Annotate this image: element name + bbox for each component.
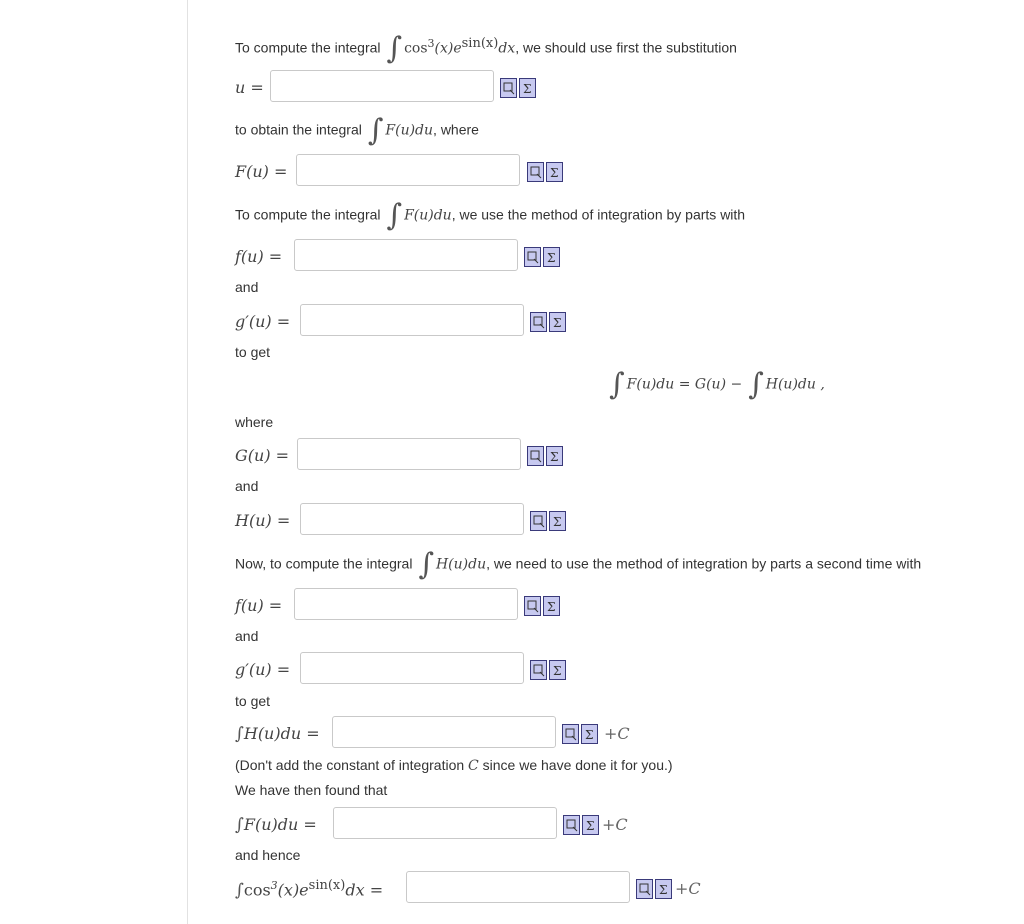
plus-c-3: +C bbox=[675, 879, 701, 898]
svg-text:Σ: Σ bbox=[547, 600, 556, 614]
intF-input[interactable] bbox=[333, 807, 557, 839]
intro-text: To compute the integral bbox=[235, 39, 381, 56]
and-text-3: and bbox=[235, 628, 259, 644]
preview-icon[interactable] bbox=[563, 815, 580, 835]
final-input[interactable] bbox=[406, 871, 630, 903]
plus-c-2: +C bbox=[602, 815, 628, 834]
integral-sign-icon: ∫ bbox=[367, 113, 384, 148]
preview-icon[interactable] bbox=[562, 724, 579, 744]
svg-text:Σ: Σ bbox=[586, 819, 595, 833]
sigma-icon[interactable] bbox=[549, 312, 566, 332]
where-text: , where bbox=[433, 121, 479, 138]
intH-label bbox=[235, 724, 320, 744]
f1-label: f(u) = bbox=[235, 247, 283, 266]
note-end-text: since we have done it for you.) bbox=[482, 757, 673, 773]
integral-sign-icon: ∫ bbox=[418, 547, 434, 582]
g1-label: g′(u) = bbox=[235, 312, 291, 331]
sigma-icon[interactable] bbox=[543, 596, 560, 616]
to-get-text-1: to get bbox=[235, 344, 271, 360]
sin-exponent: sin(x) bbox=[461, 36, 499, 52]
g2-tools bbox=[530, 660, 566, 680]
note-text: (Don't add the constant of integration bbox=[235, 757, 465, 773]
intF-text: F(u)du = bbox=[243, 815, 317, 834]
u-tools bbox=[500, 78, 536, 98]
note-c: C bbox=[468, 758, 479, 774]
intH-text: H(u)du = bbox=[243, 724, 320, 743]
sigma-icon[interactable] bbox=[549, 511, 566, 531]
f2-label: f(u) = bbox=[235, 596, 283, 615]
second-time-text: , we need to use the method of integration by parts a second time with bbox=[486, 555, 922, 572]
intF-label bbox=[235, 815, 317, 835]
f1-input[interactable] bbox=[294, 239, 518, 271]
intro-line-3 bbox=[235, 198, 746, 233]
preview-icon[interactable] bbox=[636, 879, 653, 899]
Fu-du-text: F(u)du bbox=[385, 122, 434, 139]
svg-text:Σ: Σ bbox=[550, 450, 559, 464]
f2-input[interactable] bbox=[294, 588, 518, 620]
g1-tools bbox=[530, 312, 566, 332]
obtain-text: to obtain the integral bbox=[235, 121, 362, 138]
equation-lhs: F(u)du = G(u) − bbox=[626, 376, 743, 393]
cube-exponent: 3 bbox=[427, 37, 435, 51]
to-get-text-2: to get bbox=[235, 693, 271, 709]
compute-text: To compute the integral bbox=[235, 206, 381, 223]
f2-tools bbox=[524, 596, 560, 616]
u-input[interactable] bbox=[270, 70, 494, 102]
svg-text:Σ: Σ bbox=[550, 166, 559, 180]
found-text: We have then found that bbox=[235, 782, 388, 798]
preview-icon[interactable] bbox=[524, 596, 541, 616]
sigma-icon[interactable] bbox=[519, 78, 536, 98]
f1-tools bbox=[524, 247, 560, 267]
sigma-icon[interactable] bbox=[546, 162, 563, 182]
svg-text:Σ: Σ bbox=[553, 515, 562, 529]
H-tools bbox=[530, 511, 566, 531]
u-label: u = bbox=[235, 78, 264, 97]
preview-icon[interactable] bbox=[530, 660, 547, 680]
preview-icon[interactable] bbox=[500, 78, 517, 98]
hence-text: and hence bbox=[235, 847, 301, 863]
integral-sign-icon: ∫ bbox=[386, 31, 403, 66]
integral-sign-icon: ∫ bbox=[748, 367, 764, 402]
F-tools bbox=[527, 162, 563, 182]
intH-input[interactable] bbox=[332, 716, 556, 748]
final-cos: cos bbox=[243, 880, 271, 900]
integral-sign-icon: ∫ bbox=[235, 815, 244, 835]
svg-text:Σ: Σ bbox=[553, 316, 562, 330]
svg-text:Σ: Σ bbox=[659, 883, 668, 897]
final-xe: (x)e bbox=[277, 880, 309, 900]
H-label: H(u) = bbox=[235, 511, 291, 530]
integral-sign-icon: ∫ bbox=[609, 367, 625, 402]
sigma-icon[interactable] bbox=[543, 247, 560, 267]
plus-c-1: +C bbox=[604, 724, 630, 743]
g2-label: g′(u) = bbox=[235, 660, 291, 679]
and-text-1: and bbox=[235, 279, 259, 295]
final-tools bbox=[636, 879, 672, 899]
dx-text: dx bbox=[498, 40, 516, 57]
final-dx: dx = bbox=[345, 880, 384, 900]
and-text-2: and bbox=[235, 478, 259, 494]
final-label bbox=[235, 878, 383, 900]
Fu-du-text: F(u)du bbox=[404, 207, 452, 224]
final-sin: sin(x) bbox=[308, 878, 346, 893]
sigma-icon[interactable] bbox=[655, 879, 672, 899]
svg-text:Σ: Σ bbox=[547, 251, 556, 265]
Hu-du-text: H(u)du bbox=[435, 556, 487, 573]
F-input[interactable] bbox=[296, 154, 520, 186]
integral-sign-icon: ∫ bbox=[235, 724, 244, 744]
F-label: F(u) = bbox=[235, 162, 288, 181]
integral-sign-icon: ∫ bbox=[386, 198, 403, 233]
G-input[interactable] bbox=[297, 438, 521, 470]
G-label: G(u) = bbox=[235, 446, 290, 465]
equation-rhs: H(u)du , bbox=[765, 376, 825, 393]
now-compute-text: Now, to compute the integral bbox=[235, 555, 413, 572]
sigma-icon[interactable] bbox=[581, 724, 598, 744]
sigma-icon[interactable] bbox=[549, 660, 566, 680]
H-input[interactable] bbox=[300, 503, 524, 535]
intH-tools bbox=[562, 724, 598, 744]
final-cube: 3 bbox=[270, 879, 278, 892]
intro-line-2 bbox=[235, 113, 479, 148]
preview-icon[interactable] bbox=[530, 511, 547, 531]
G-tools bbox=[527, 446, 563, 466]
where-text: where bbox=[235, 414, 274, 430]
x-e-text: (x)e bbox=[434, 40, 462, 57]
substitution-text: , we should use first the substitution bbox=[515, 39, 737, 56]
parts-equation bbox=[607, 367, 825, 402]
sigma-icon[interactable] bbox=[546, 446, 563, 466]
g2-input[interactable] bbox=[300, 652, 524, 684]
svg-text:Σ: Σ bbox=[585, 728, 594, 742]
preview-icon[interactable] bbox=[530, 312, 547, 332]
intro-line-1 bbox=[235, 31, 737, 66]
intF-tools bbox=[563, 815, 599, 835]
svg-text:Σ: Σ bbox=[553, 664, 562, 678]
preview-icon[interactable] bbox=[527, 162, 544, 182]
by-parts-text: , we use the method of integration by parts with bbox=[451, 206, 746, 223]
constant-note bbox=[235, 757, 673, 774]
sigma-icon[interactable] bbox=[582, 815, 599, 835]
preview-icon[interactable] bbox=[524, 247, 541, 267]
cos-text: cos bbox=[404, 40, 428, 57]
svg-text:Σ: Σ bbox=[523, 82, 532, 96]
g1-input[interactable] bbox=[300, 304, 524, 336]
intro-line-4 bbox=[235, 547, 922, 582]
integral-sign-icon: ∫ bbox=[235, 880, 244, 901]
preview-icon[interactable] bbox=[527, 446, 544, 466]
